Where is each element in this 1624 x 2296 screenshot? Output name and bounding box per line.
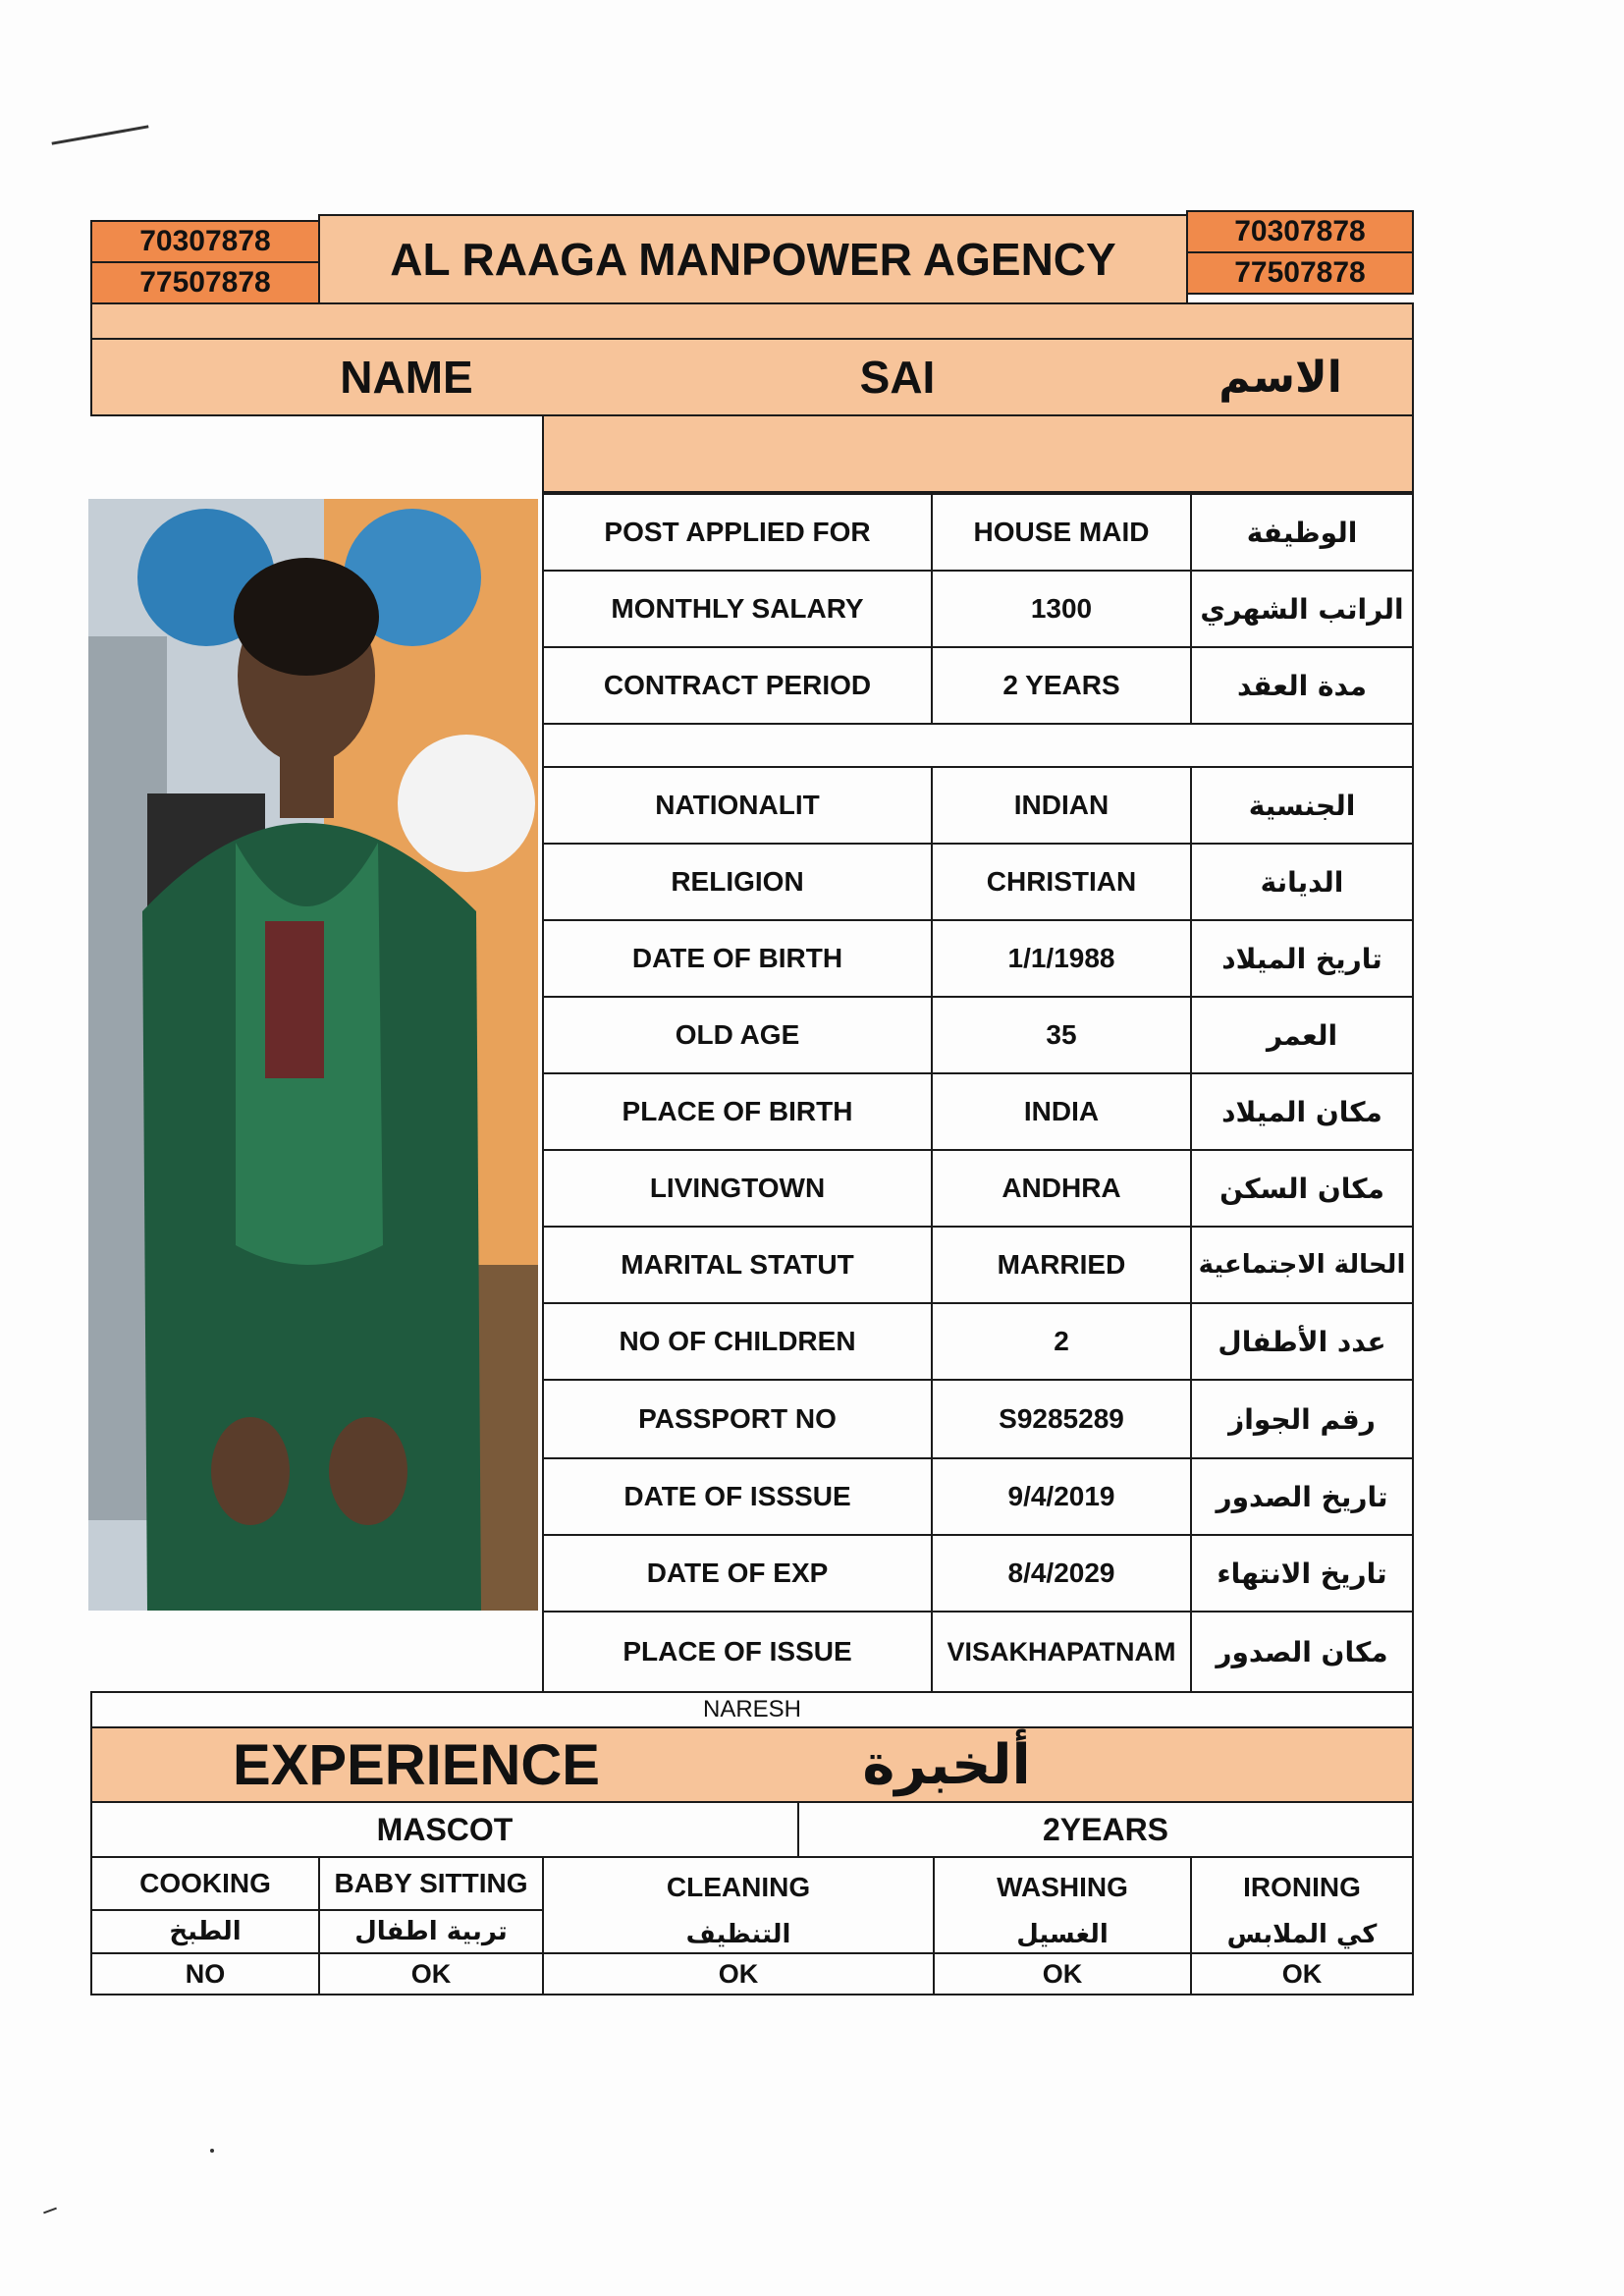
field-label: PLACE OF BIRTH xyxy=(544,1074,933,1151)
field-label-ar: تاريخ الميلاد xyxy=(1192,921,1412,998)
field-label-ar: مكان الصدور xyxy=(1216,1635,1388,1668)
field-value: MARRIED xyxy=(933,1228,1192,1304)
field-value: 1300 xyxy=(933,572,1192,648)
applicant-photo xyxy=(88,499,538,1611)
field-label: PLACE OF ISSUE xyxy=(544,1613,933,1691)
field-label-ar: الديانة xyxy=(1192,845,1412,921)
skill-name-ar: الطبخ xyxy=(92,1911,320,1954)
skill-name: COOKING xyxy=(92,1858,320,1911)
scan-speck xyxy=(210,2149,214,2153)
field-value: 2 YEARS xyxy=(933,648,1192,723)
header-spacer-bar xyxy=(90,302,1414,340)
field-label: OLD AGE xyxy=(544,998,933,1074)
field-value: 35 xyxy=(933,998,1192,1074)
experience-title-ar: ألخبرة xyxy=(862,1732,1031,1797)
field-label: DATE OF EXP xyxy=(544,1536,933,1613)
field-label: PASSPORT NO xyxy=(544,1381,933,1459)
skill-status: OK xyxy=(935,1954,1192,1994)
field-label-ar: مكان السكن xyxy=(1192,1151,1412,1228)
field-value: 8/4/2029 xyxy=(933,1536,1192,1613)
field-label: DATE OF BIRTH xyxy=(544,921,933,998)
agency-title: AL RAAGA MANPOWER AGENCY xyxy=(318,214,1188,304)
field-value: ANDHRA xyxy=(933,1151,1192,1228)
field-label-ar: مكان الميلاد xyxy=(1192,1074,1412,1151)
skills-table xyxy=(90,1856,1414,1995)
field-label: NO OF CHILDREN xyxy=(544,1304,933,1381)
field-value: INDIAN xyxy=(933,768,1192,845)
field-label: NATIONALIT xyxy=(544,768,933,845)
skill-name: BABY SITTING xyxy=(320,1858,544,1911)
field-label: LIVINGTOWN xyxy=(544,1151,933,1228)
pen-mark xyxy=(51,125,148,144)
field-value: VISAKHAPATNAM xyxy=(933,1613,1192,1691)
field-value: HOUSE MAID xyxy=(933,495,1192,572)
field-label: MONTHLY SALARY xyxy=(544,572,933,648)
field-label-ar: الوظيفة xyxy=(1192,495,1412,572)
field-label-ar: رقم الجواز xyxy=(1192,1381,1412,1459)
field-label: DATE OF ISSSUE xyxy=(544,1459,933,1536)
field-label: MARITAL STATUT xyxy=(544,1228,933,1304)
skill-status: OK xyxy=(320,1954,544,1994)
name-label-ar: الاسم xyxy=(1218,352,1342,403)
field-value: INDIA xyxy=(933,1074,1192,1151)
skill-name-ar: كي الملابس xyxy=(1192,1917,1412,1954)
field-label: POST APPLIED FOR xyxy=(544,495,933,572)
experience-header xyxy=(90,1726,1414,1803)
field-value: S9285289 xyxy=(933,1381,1192,1459)
info-table-gap xyxy=(542,723,1414,768)
info-spacer-bar xyxy=(542,414,1414,493)
field-label-ar: تاريخ الانتهاء xyxy=(1192,1536,1412,1613)
name-label: NAME xyxy=(340,352,473,403)
field-label-ar: الحالة الاجتماعية xyxy=(1192,1228,1412,1304)
experience-title: EXPERIENCE xyxy=(233,1732,600,1797)
field-label: CONTRACT PERIOD xyxy=(544,648,933,723)
skill-status: NO xyxy=(92,1954,320,1994)
skill-status: OK xyxy=(544,1954,935,1994)
phone-left-1: 70307878 xyxy=(90,220,320,263)
field-label-ar: مدة العقد xyxy=(1236,669,1368,702)
field-value: 9/4/2019 xyxy=(933,1459,1192,1536)
info-table-bottom xyxy=(542,766,1414,1693)
phone-right-2: 77507878 xyxy=(1186,251,1414,295)
scan-speck xyxy=(43,2208,57,2214)
skill-name: IRONING xyxy=(1243,1872,1361,1902)
skill-name: CLEANING xyxy=(544,1858,935,1917)
field-label-ar: تاريخ الصدور xyxy=(1192,1459,1412,1536)
experience-place: MASCOT xyxy=(90,1801,799,1858)
photo-illustration xyxy=(88,499,538,1611)
skill-name-ar: الغسيل xyxy=(935,1917,1192,1954)
phone-left-2: 77507878 xyxy=(90,261,320,304)
field-value: 2 xyxy=(933,1304,1192,1381)
info-table-top xyxy=(542,493,1414,725)
name-row xyxy=(90,338,1414,416)
naresh-row: NARESH xyxy=(90,1691,1414,1728)
skill-name-ar: التنظيف xyxy=(544,1917,935,1954)
skill-name: WASHING xyxy=(935,1858,1192,1917)
field-label: RELIGION xyxy=(544,845,933,921)
field-value: CHRISTIAN xyxy=(933,845,1192,921)
skill-status: OK xyxy=(1281,1958,1323,1989)
field-label-ar: الجنسية xyxy=(1192,768,1412,845)
phone-right-1: 70307878 xyxy=(1186,210,1414,253)
experience-duration: 2YEARS xyxy=(797,1801,1414,1858)
field-value: 1/1/1988 xyxy=(933,921,1192,998)
field-label-ar: عدد الأطفال xyxy=(1192,1304,1412,1381)
field-label-ar: العمر xyxy=(1192,998,1412,1074)
skill-name-ar: تربية اطفال xyxy=(320,1911,544,1954)
name-value: SAI xyxy=(859,352,936,403)
field-label-ar: الراتب الشهري xyxy=(1192,572,1412,648)
